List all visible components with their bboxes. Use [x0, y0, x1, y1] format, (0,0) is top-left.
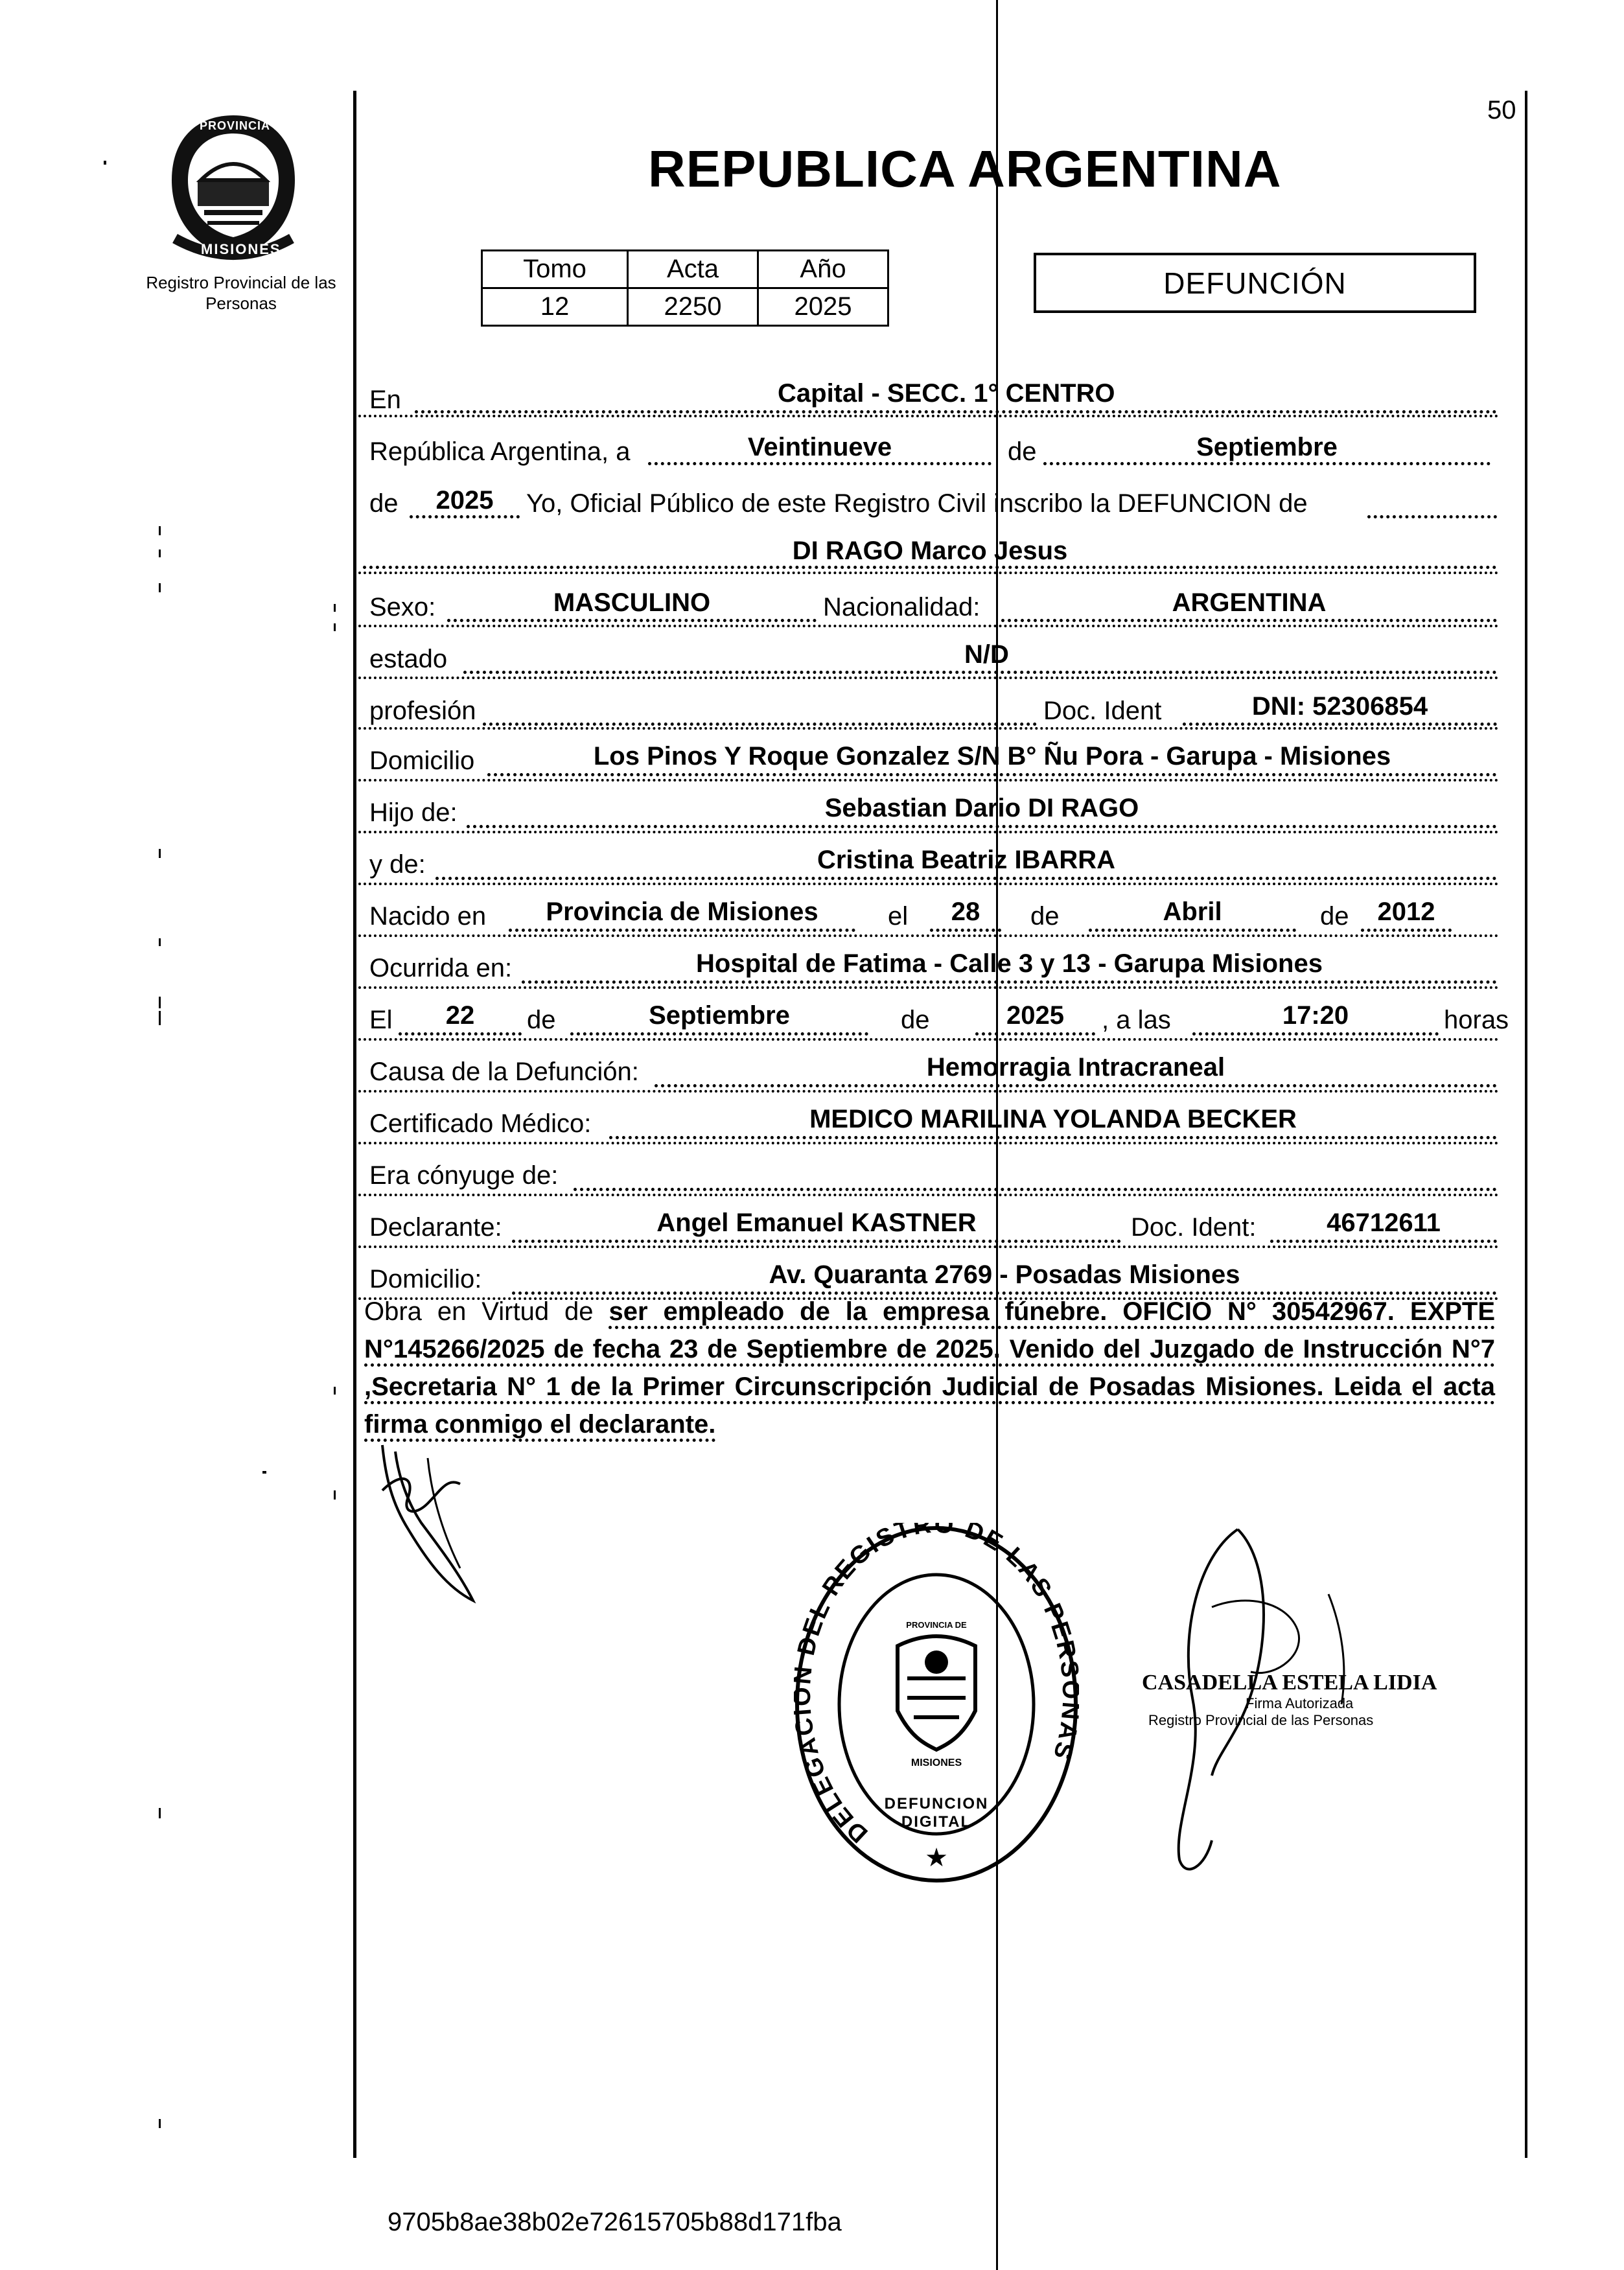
declarante-label: Declarante:	[369, 1213, 502, 1242]
registry-stamp-graphic	[794, 1523, 1079, 1886]
de-label-2: de	[1030, 902, 1060, 931]
hijo-label: Hijo de:	[369, 798, 458, 827]
declarante-doc-dots	[1270, 1240, 1497, 1243]
doc-ident-label: Doc. Ident	[1043, 697, 1162, 725]
sexo-label: Sexo:	[369, 593, 436, 621]
doc-ident-value: DNI: 52306854	[1251, 692, 1428, 721]
name-dots	[363, 566, 1497, 569]
declarante-value: Angel Emanuel KASTNER	[656, 1209, 977, 1237]
registry-stamp	[794, 1523, 1079, 1886]
profesion-dots	[483, 723, 1037, 726]
row-separator	[358, 625, 1499, 627]
doc-type-box	[1034, 253, 1476, 313]
de-label-4: de	[527, 1006, 556, 1034]
scan-speck	[334, 1490, 336, 1500]
right-margin-line	[1525, 91, 1527, 2158]
footer-hash: 9705b8ae38b02e72615705b88d171fba	[388, 2208, 842, 2236]
scan-speck	[159, 997, 161, 1008]
estado-label: estado	[369, 645, 448, 673]
oficial-dots	[1367, 515, 1497, 518]
anio-header: Año	[758, 251, 888, 288]
nacionalidad-dots	[1001, 619, 1497, 622]
row-separator	[358, 677, 1499, 679]
scan-speck	[159, 2119, 161, 2128]
stamp-seal-top: PROVINCIA DE	[906, 1620, 967, 1630]
estado-dots	[463, 671, 1497, 674]
nacido-value: Provincia de Misiones	[546, 898, 818, 926]
causa-dots	[655, 1084, 1497, 1087]
y-de-value: Cristina Beatriz IBARRA	[817, 846, 1116, 874]
tomo-value: 12	[482, 288, 628, 326]
birth-month: Abril	[1163, 898, 1222, 926]
declarante-doc-value: 46712611	[1327, 1209, 1441, 1237]
nacionalidad-label: Nacionalidad:	[823, 593, 980, 621]
day-dots	[648, 462, 992, 465]
birth-day: 28	[951, 898, 980, 926]
ocurrida-label: Ocurrida en:	[369, 954, 513, 982]
deceased-name: DI RAGO Marco Jesus	[792, 537, 1068, 565]
de-label: de	[1008, 437, 1037, 466]
anio-value: 2025	[758, 288, 888, 326]
year-dots	[410, 515, 520, 518]
acta-header: Acta	[628, 251, 758, 288]
hijo-dots	[467, 825, 1497, 828]
declarante-dots	[512, 1240, 1121, 1243]
certificado-value: MEDICO MARILINA YOLANDA BECKER	[809, 1105, 1297, 1133]
obra-label: Obra en Virtud de	[364, 1297, 594, 1326]
left-margin-line	[353, 91, 356, 2158]
official-name: CASADELLA ESTELA LIDIA	[1142, 1671, 1437, 1695]
declarant-signature	[369, 1439, 499, 1607]
scan-speck	[159, 1808, 161, 1818]
scan-speck	[159, 1011, 161, 1025]
official-org: Registro Provincial de las Personas	[1148, 1712, 1374, 1728]
hijo-value: Sebastian Dario DI RAGO	[824, 794, 1139, 822]
row-separator	[358, 934, 1499, 937]
el-label: el	[888, 902, 909, 931]
nacionalidad-value: ARGENTINA	[1172, 588, 1327, 617]
row-separator	[358, 415, 1499, 417]
scan-speck	[262, 1471, 266, 1474]
month-dots	[1043, 462, 1491, 465]
causa-value: Hemorragia Intracraneal	[926, 1053, 1225, 1082]
death-month: Septiembre	[649, 1001, 790, 1030]
page-number: 50	[1487, 96, 1516, 124]
sexo-value: MASCULINO	[553, 588, 711, 617]
birth-year: 2012	[1377, 898, 1435, 926]
tomo-header: Tomo	[482, 251, 628, 288]
center-fold-line	[996, 0, 998, 2270]
scan-speck	[104, 161, 106, 165]
nacido-label: Nacido en	[369, 902, 487, 931]
ocurrida-value: Hospital de Fatima - Calle 3 y 13 - Garupa Misiones	[696, 949, 1323, 978]
conyuge-label: Era cónyuge de:	[369, 1161, 559, 1190]
certificado-dots	[609, 1136, 1497, 1139]
scan-speck	[159, 583, 161, 592]
ocurrida-dots	[522, 980, 1497, 984]
causa-label: Causa de la Defunción:	[369, 1058, 639, 1086]
domicilio-dots	[487, 773, 1497, 776]
El-label: El	[369, 1006, 393, 1034]
year-value: 2025	[435, 486, 494, 515]
seal-bottom-text: MISIONES	[201, 241, 281, 257]
birth-day-dots	[930, 929, 1001, 932]
row-separator	[358, 1038, 1499, 1041]
obra-value: ser empleado de la empresa fúnebre. OFICIO N° 30542967. EXPTE N°145266/2025 de fecha 23 de Septiembre de 2025. Venido del Juzgado de Instrucción N°7 ,Secretaria N° 1 de la Primer Circunscripción Judicial de Posadas Misiones. Leida el acta firma conmigo el declarante.	[364, 1297, 1495, 1442]
row-separator	[358, 727, 1499, 730]
death-year-dots	[975, 1032, 1095, 1036]
republica-label: República Argentina, a	[369, 437, 631, 466]
doc-type: DEFUNCIÓN	[1163, 266, 1347, 300]
declarante-doc-label: Doc. Ident:	[1131, 1213, 1257, 1242]
day-written: Veintinueve	[747, 433, 892, 461]
acta-value: 2250	[628, 288, 758, 326]
row-separator	[358, 1142, 1499, 1144]
horas-label: horas	[1444, 1006, 1509, 1034]
stamp-seal-bottom: MISIONES	[911, 1757, 962, 1768]
row-separator	[358, 1090, 1499, 1093]
en-label: En	[369, 386, 401, 414]
official-role: Firma Autorizada	[1246, 1695, 1354, 1711]
profesion-label: profesión	[369, 697, 476, 725]
row-separator	[358, 986, 1499, 989]
province-seal	[156, 109, 311, 264]
month-value: Septiembre	[1196, 433, 1338, 461]
nacido-dots	[509, 929, 855, 932]
doc-ident-dots	[1183, 723, 1497, 726]
en-dots	[415, 410, 1497, 413]
domicilio-value: Los Pinos Y Roque Gonzalez S/N B° Ñu Pora - Garupa - Misiones	[593, 742, 1391, 770]
svg-text:★: ★	[925, 1844, 948, 1872]
conyuge-dots	[574, 1188, 1497, 1191]
de-year-label: de	[369, 489, 399, 518]
row-separator	[358, 779, 1499, 782]
death-month-dots	[570, 1032, 868, 1036]
stamp-ring-text: DELEGA DEL REGISTRO DE LAS PER S	[794, 1523, 1079, 1848]
seal-top-text: PROVINCIA DE	[200, 119, 292, 132]
registry-name: Registro Provincial de las Personas	[146, 273, 336, 313]
de-label-3: de	[1320, 902, 1349, 931]
death-time-dots	[1192, 1032, 1439, 1036]
certificado-label: Certificado Médico:	[369, 1109, 592, 1138]
de-label-5: de	[901, 1006, 930, 1034]
en-value: Capital - SECC. 1° CENTRO	[778, 379, 1115, 408]
row-separator	[358, 1194, 1499, 1196]
sexo-dots	[447, 619, 817, 622]
birth-year-dots	[1361, 929, 1452, 932]
y-de-dots	[435, 877, 1497, 880]
estado-value: N/D	[964, 640, 1009, 669]
obra-paragraph	[364, 1293, 1495, 1443]
scan-speck	[159, 550, 161, 557]
domicilio2-value: Av. Quaranta 2769 - Posadas Misiones	[769, 1260, 1240, 1289]
y-de-label: y de:	[369, 850, 426, 879]
row-separator	[358, 572, 1499, 574]
row-separator	[358, 1245, 1499, 1248]
death-year: 2025	[1006, 1001, 1064, 1030]
scan-speck	[334, 604, 336, 612]
row-separator	[358, 831, 1499, 833]
death-day: 22	[445, 1001, 475, 1030]
domicilio-label: Domicilio	[369, 747, 475, 775]
birth-month-dots	[1089, 929, 1296, 932]
scan-speck	[334, 1387, 336, 1395]
stamp-inner-text: DEFUNCION DIGITAL	[884, 1795, 989, 1831]
acta-table	[481, 249, 889, 327]
oficial-text: Yo, Oficial Público de este Registro Civil inscribo la DEFUNCION de	[526, 489, 1308, 518]
scan-speck	[159, 849, 161, 858]
scan-speck	[159, 938, 161, 946]
official-stamp	[1142, 1671, 1440, 1729]
scan-speck	[159, 526, 161, 535]
a-las-label: , a las	[1102, 1006, 1171, 1034]
domicilio2-label: Domicilio:	[369, 1265, 482, 1293]
death-time: 17:20	[1282, 1001, 1349, 1030]
row-separator	[358, 883, 1499, 885]
death-day-dots	[399, 1032, 522, 1036]
scan-speck	[334, 623, 336, 631]
page-title: REPUBLICA ARGENTINA	[648, 140, 1282, 198]
